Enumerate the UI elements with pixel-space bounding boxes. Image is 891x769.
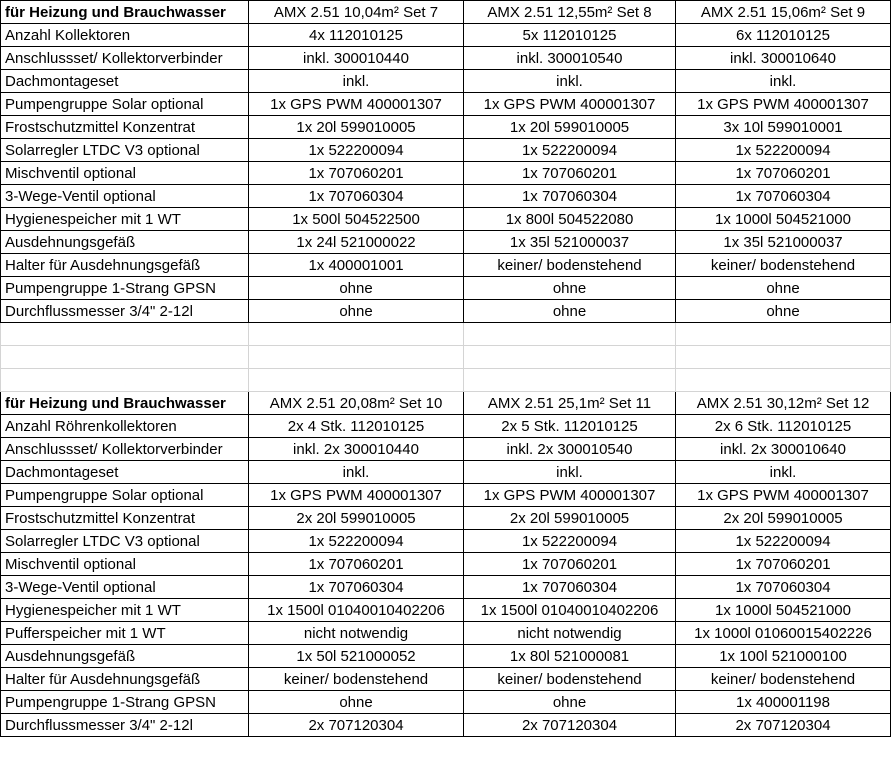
set-header-cell[interactable]: AMX 2.51 25,1m² Set 11 xyxy=(464,392,676,415)
value-cell[interactable]: 2x 707120304 xyxy=(676,714,891,737)
value-cell[interactable]: 1x 20l 599010005 xyxy=(249,116,464,139)
set-header-cell[interactable]: AMX 2.51 15,06m² Set 9 xyxy=(676,1,891,24)
table-row xyxy=(1,645,891,668)
empty-cell[interactable] xyxy=(249,323,464,346)
value-cell[interactable]: 1x 707060201 xyxy=(464,553,676,576)
table-row xyxy=(1,24,891,47)
table-row xyxy=(1,231,891,254)
empty-cell[interactable] xyxy=(249,369,464,392)
empty-row xyxy=(1,323,891,346)
value-cell[interactable]: 1x GPS PWM 400001307 xyxy=(464,484,676,507)
table-row xyxy=(1,576,891,599)
row-label-cell[interactable]: Solarregler LTDC V3 optional xyxy=(1,139,249,162)
value-cell[interactable]: ohne xyxy=(464,300,676,323)
value-cell[interactable]: inkl. 300010640 xyxy=(676,47,891,70)
value-cell[interactable]: 4x 112010125 xyxy=(249,24,464,47)
row-label-cell[interactable]: Pumpengruppe 1-Strang GPSN xyxy=(1,691,249,714)
table-row xyxy=(1,438,891,461)
table-row xyxy=(1,553,891,576)
table-row xyxy=(1,507,891,530)
spreadsheet-body xyxy=(1,1,891,737)
row-label-cell[interactable]: Frostschutzmittel Konzentrat xyxy=(1,116,249,139)
value-cell[interactable]: 1x GPS PWM 400001307 xyxy=(464,93,676,116)
value-cell[interactable]: 3x 10l 599010001 xyxy=(676,116,891,139)
row-label-cell[interactable]: Hygienespeicher mit 1 WT xyxy=(1,208,249,231)
value-cell[interactable]: keiner/ bodenstehend xyxy=(676,668,891,691)
row-label-cell[interactable]: Ausdehnungsgefäß xyxy=(1,645,249,668)
row-label-cell[interactable]: Mischventil optional xyxy=(1,553,249,576)
empty-cell[interactable] xyxy=(464,346,676,369)
header-row xyxy=(1,1,891,24)
value-cell[interactable]: 6x 112010125 xyxy=(676,24,891,47)
value-cell[interactable]: 1x 707060201 xyxy=(676,553,891,576)
value-cell[interactable]: ohne xyxy=(249,277,464,300)
set-header-cell[interactable]: AMX 2.51 10,04m² Set 7 xyxy=(249,1,464,24)
value-cell[interactable]: ohne xyxy=(249,300,464,323)
value-cell[interactable]: ohne xyxy=(464,691,676,714)
value-cell[interactable]: 1x 707060304 xyxy=(464,185,676,208)
empty-cell[interactable] xyxy=(464,369,676,392)
table-row xyxy=(1,484,891,507)
value-cell[interactable]: 1x GPS PWM 400001307 xyxy=(676,93,891,116)
value-cell[interactable]: 1x 1500l 01040010402206 xyxy=(249,599,464,622)
value-cell[interactable]: nicht notwendig xyxy=(249,622,464,645)
value-cell[interactable]: 1x 35l 521000037 xyxy=(464,231,676,254)
value-cell[interactable]: 2x 20l 599010005 xyxy=(249,507,464,530)
empty-cell[interactable] xyxy=(676,369,891,392)
table-row xyxy=(1,254,891,277)
row-label-cell[interactable]: Anzahl Röhrenkollektoren xyxy=(1,415,249,438)
value-cell[interactable]: 2x 707120304 xyxy=(464,714,676,737)
value-cell[interactable]: inkl. 2x 300010640 xyxy=(676,438,891,461)
row-label-cell[interactable]: Anschlussset/ Kollektorverbinder xyxy=(1,438,249,461)
value-cell[interactable]: 1x 707060304 xyxy=(676,185,891,208)
value-cell[interactable]: 5x 112010125 xyxy=(464,24,676,47)
value-cell[interactable]: 1x 1000l 504521000 xyxy=(676,208,891,231)
value-cell[interactable]: 1x 1000l 504521000 xyxy=(676,599,891,622)
value-cell[interactable]: inkl. 2x 300010540 xyxy=(464,438,676,461)
table-row xyxy=(1,185,891,208)
row-label-cell[interactable]: Hygienespeicher mit 1 WT xyxy=(1,599,249,622)
table-row xyxy=(1,461,891,484)
row-label-cell[interactable]: 3-Wege-Ventil optional xyxy=(1,576,249,599)
header-title-cell[interactable]: für Heizung und Brauchwasser xyxy=(1,1,249,24)
value-cell[interactable]: 1x 400001001 xyxy=(249,254,464,277)
table-row xyxy=(1,668,891,691)
table-row xyxy=(1,599,891,622)
value-cell[interactable]: 2x 20l 599010005 xyxy=(676,507,891,530)
value-cell[interactable]: inkl. xyxy=(464,461,676,484)
table-row xyxy=(1,93,891,116)
empty-cell[interactable] xyxy=(249,346,464,369)
value-cell[interactable]: 1x 1000l 01060015402226 xyxy=(676,622,891,645)
row-label-cell[interactable]: Mischventil optional xyxy=(1,162,249,185)
value-cell[interactable]: 1x 707060304 xyxy=(249,185,464,208)
value-cell[interactable]: 1x 400001198 xyxy=(676,691,891,714)
row-label-cell[interactable]: Anschlussset/ Kollektorverbinder xyxy=(1,47,249,70)
value-cell[interactable]: 1x 522200094 xyxy=(464,530,676,553)
value-cell[interactable]: 1x 500l 504522500 xyxy=(249,208,464,231)
table-row xyxy=(1,530,891,553)
value-cell[interactable]: 1x 707060304 xyxy=(464,576,676,599)
value-cell[interactable]: 1x 522200094 xyxy=(676,139,891,162)
value-cell[interactable]: 2x 20l 599010005 xyxy=(464,507,676,530)
value-cell[interactable]: 1x 707060304 xyxy=(249,576,464,599)
table-row xyxy=(1,139,891,162)
table-row xyxy=(1,714,891,737)
value-cell[interactable]: ohne xyxy=(676,300,891,323)
row-label-cell[interactable]: Dachmontageset xyxy=(1,70,249,93)
value-cell[interactable]: 1x 707060201 xyxy=(249,162,464,185)
value-cell[interactable]: ohne xyxy=(676,277,891,300)
value-cell[interactable]: 1x 100l 521000100 xyxy=(676,645,891,668)
table-row xyxy=(1,277,891,300)
empty-cell[interactable] xyxy=(676,346,891,369)
value-cell[interactable]: ohne xyxy=(464,277,676,300)
set-header-cell[interactable]: AMX 2.51 12,55m² Set 8 xyxy=(464,1,676,24)
value-cell[interactable]: 2x 4 Stk. 112010125 xyxy=(249,415,464,438)
row-label-cell[interactable]: Pumpengruppe Solar optional xyxy=(1,93,249,116)
value-cell[interactable]: inkl. xyxy=(676,461,891,484)
value-cell[interactable]: 1x GPS PWM 400001307 xyxy=(676,484,891,507)
value-cell[interactable]: 1x 80l 521000081 xyxy=(464,645,676,668)
value-cell[interactable]: inkl. 2x 300010440 xyxy=(249,438,464,461)
table-row xyxy=(1,300,891,323)
value-cell[interactable]: ohne xyxy=(249,691,464,714)
value-cell[interactable]: inkl. 300010440 xyxy=(249,47,464,70)
table-row xyxy=(1,208,891,231)
empty-row xyxy=(1,369,891,392)
table-row xyxy=(1,116,891,139)
row-label-cell[interactable]: Anzahl Kollektoren xyxy=(1,24,249,47)
value-cell[interactable]: 1x 707060201 xyxy=(249,553,464,576)
set-header-cell[interactable]: AMX 2.51 20,08m² Set 10 xyxy=(249,392,464,415)
row-label-cell[interactable]: Durchflussmesser 3/4" 2-12l xyxy=(1,714,249,737)
value-cell[interactable]: inkl. xyxy=(249,70,464,93)
value-cell[interactable]: inkl. xyxy=(249,461,464,484)
empty-cell[interactable] xyxy=(464,323,676,346)
row-label-cell[interactable]: Durchflussmesser 3/4" 2-12l xyxy=(1,300,249,323)
set-header-cell[interactable]: AMX 2.51 30,12m² Set 12 xyxy=(676,392,891,415)
table-row xyxy=(1,47,891,70)
empty-cell[interactable] xyxy=(676,323,891,346)
header-title-cell[interactable]: für Heizung und Brauchwasser xyxy=(1,392,249,415)
empty-row xyxy=(1,346,891,369)
value-cell[interactable]: 1x 522200094 xyxy=(249,530,464,553)
value-cell[interactable]: keiner/ bodenstehend xyxy=(676,254,891,277)
row-label-cell[interactable]: Frostschutzmittel Konzentrat xyxy=(1,507,249,530)
row-label-cell[interactable]: Pumpengruppe Solar optional xyxy=(1,484,249,507)
header-row xyxy=(1,392,891,415)
row-label-cell[interactable]: Pufferspeicher mit 1 WT xyxy=(1,622,249,645)
value-cell[interactable]: inkl. xyxy=(464,70,676,93)
empty-cell[interactable] xyxy=(1,346,249,369)
value-cell[interactable]: keiner/ bodenstehend xyxy=(464,668,676,691)
empty-cell[interactable] xyxy=(1,323,249,346)
value-cell[interactable]: 1x 50l 521000052 xyxy=(249,645,464,668)
value-cell[interactable]: 1x GPS PWM 400001307 xyxy=(249,484,464,507)
value-cell[interactable]: 1x 522200094 xyxy=(249,139,464,162)
value-cell[interactable]: 1x 24l 521000022 xyxy=(249,231,464,254)
row-label-cell[interactable]: Halter für Ausdehnungsgefäß xyxy=(1,668,249,691)
table-row xyxy=(1,162,891,185)
row-label-cell[interactable]: Halter für Ausdehnungsgefäß xyxy=(1,254,249,277)
table-row xyxy=(1,70,891,93)
value-cell[interactable]: 1x GPS PWM 400001307 xyxy=(249,93,464,116)
value-cell[interactable]: 1x 35l 521000037 xyxy=(676,231,891,254)
table-row xyxy=(1,691,891,714)
value-cell[interactable]: 2x 707120304 xyxy=(249,714,464,737)
row-label-cell[interactable]: 3-Wege-Ventil optional xyxy=(1,185,249,208)
row-label-cell[interactable]: Dachmontageset xyxy=(1,461,249,484)
value-cell[interactable]: 1x 707060201 xyxy=(676,162,891,185)
empty-cell[interactable] xyxy=(1,369,249,392)
value-cell[interactable]: 1x 20l 599010005 xyxy=(464,116,676,139)
value-cell[interactable]: 1x 522200094 xyxy=(676,530,891,553)
row-label-cell[interactable]: Ausdehnungsgefäß xyxy=(1,231,249,254)
value-cell[interactable]: nicht notwendig xyxy=(464,622,676,645)
value-cell[interactable]: 2x 6 Stk. 112010125 xyxy=(676,415,891,438)
value-cell[interactable]: keiner/ bodenstehend xyxy=(249,668,464,691)
value-cell[interactable]: inkl. xyxy=(676,70,891,93)
value-cell[interactable]: inkl. 300010540 xyxy=(464,47,676,70)
value-cell[interactable]: 1x 800l 504522080 xyxy=(464,208,676,231)
value-cell[interactable]: keiner/ bodenstehend xyxy=(464,254,676,277)
table-row xyxy=(1,415,891,438)
row-label-cell[interactable]: Solarregler LTDC V3 optional xyxy=(1,530,249,553)
value-cell[interactable]: 2x 5 Stk. 112010125 xyxy=(464,415,676,438)
value-cell[interactable]: 1x 707060201 xyxy=(464,162,676,185)
value-cell[interactable]: 1x 707060304 xyxy=(676,576,891,599)
row-label-cell[interactable]: Pumpengruppe 1-Strang GPSN xyxy=(1,277,249,300)
table-row xyxy=(1,622,891,645)
value-cell[interactable]: 1x 522200094 xyxy=(464,139,676,162)
value-cell[interactable]: 1x 1500l 01040010402206 xyxy=(464,599,676,622)
